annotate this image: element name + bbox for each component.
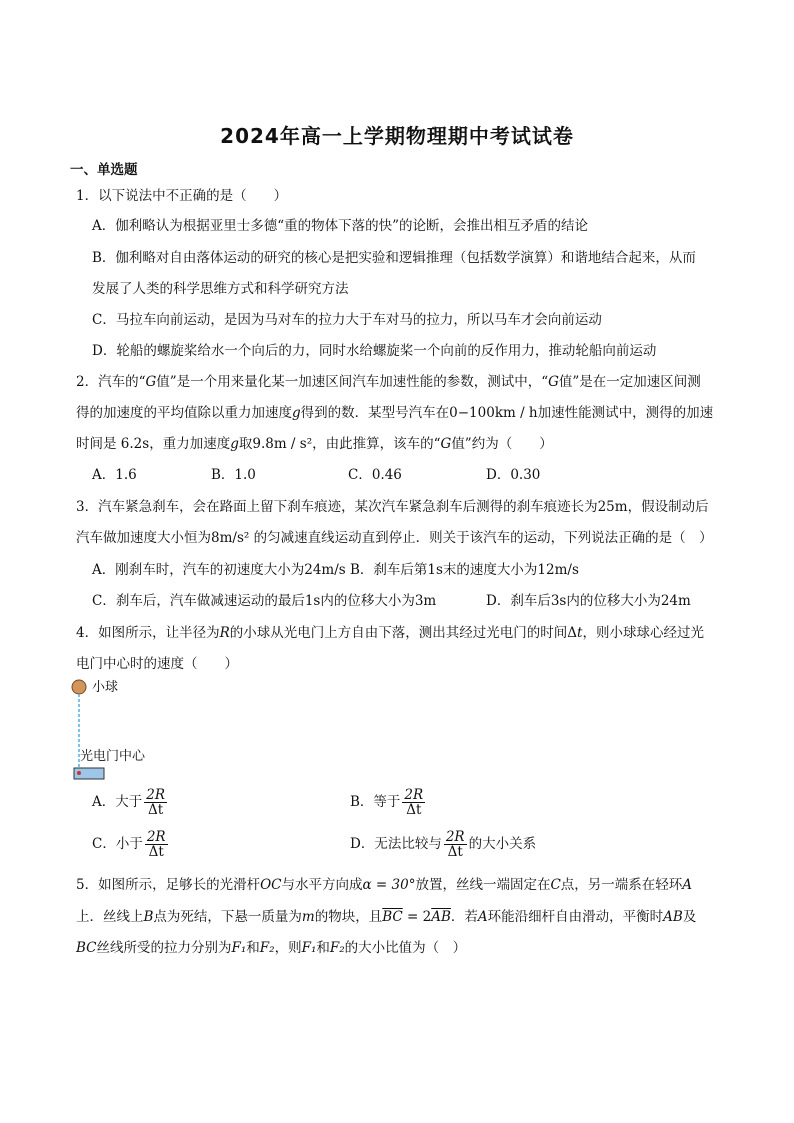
q2-line1: 2．汽车的“G值”是一个用来量化某一加速区间汽车加速性能的参数，测试中，“G值”是在一定加速区间测 [76,374,701,390]
photogate-center-dot [77,771,81,775]
q4-option-a: A．大于 $\frac{2R}{\Delta t}$ [92,787,166,818]
q3-line1: 3．汽车紧急刹车，会在路面上留下刹车痕迹，某次汽车紧急刹车后测得的刹车痕迹长为25m，假设制动后 [76,499,709,515]
q1-option-d: D．轮船的螺旋桨给水一个向后的力，同时水给螺旋桨一个向前的反作用力，推动轮船向前运动 [92,343,657,359]
q2-line3: 时间是 6.2s，重力加速度g取9.8m / s²，由此推算，该车的“G值”约为（ ） [76,436,553,452]
q3-option-c: C．刹车后，汽车做减速运动的最后1s内的位移大小为3m [92,593,437,609]
q1-option-a: A．伽利略认为根据亚里士多德“重的物体下落的快”的论断，会推出相互矛盾的结论 [92,218,589,234]
section-heading: 一、单选题 [70,162,138,178]
photogate-label: 光电门中心 [80,749,146,764]
q2-option-b: B．1.0 [211,467,256,483]
q2-option-a: A．1.6 [92,467,137,483]
q4-option-b: B．等于 $\frac{2R}{\Delta t}$ [350,787,424,818]
ball-label: 小球 [92,680,119,695]
q2-option-c: C．0.46 [348,467,402,483]
q1-option-c: C．马拉车向前运动，是因为马对车的拉力大于车对马的拉力，所以马车才会向前运动 [92,312,602,328]
q3-line2: 汽车做加速度大小恒为8m/s² 的匀减速直线运动直到停止．则关于该汽车的运动，下列说法正确的是（ ） [76,530,713,546]
q5-line3: BC丝线所受的拉力分别为F₁和F₂，则F₁和F₂的大小比值为（ ） [76,940,467,956]
q1-stem: 1．以下说法中不正确的是（ ） [76,188,288,204]
q5-line1: 5．如图所示，足够长的光滑杆OC与水平方向成α = 30°放置，丝线一端固定在C点，另一端系在轻环A [76,877,693,893]
page-title: 2024年高一上学期物理期中考试试卷 [220,124,574,148]
q2-option-d: D．0.30 [486,467,541,483]
q3-option-d: D．刹车后3s内的位移大小为24m [486,593,691,609]
q5-line2: 上．丝线上B点为死结，下悬一质量为m的物块，且$\overline{BC} = 2\overline{AB}$．若A环能沿细杆自由滑动，平衡时AB及 [76,909,697,925]
q4-option-d: D．无法比较与 $\frac{2R}{\Delta t}$ 的大小关系 [350,829,537,860]
photogate-figure [70,676,210,784]
q2-line2: 得的加速度的平均值除以重力加速度g得到的数．某型号汽车在0−100km / h加速性能测试中，测得的加速 [76,405,714,421]
q3-option-ab: A．刚刹车时，汽车的初速度大小为24m/s B．刹车后第1s末的速度大小为12m/s [92,562,579,578]
ball-shape [72,680,86,694]
q1-option-b-line1: B．伽利略对自由落体运动的研究的核心是把实验和逻辑推理（包括数学演算）和谐地结合起来，从而 [92,250,696,266]
q4-line2: 电门中心时的速度（ ） [76,656,238,672]
q4-option-c: C．小于 $\frac{2R}{\Delta t}$ [92,829,166,860]
q1-option-b-line2: 发展了人类的科学思维方式和科学研究方法 [92,281,349,297]
q4-line1: 4．如图所示，让半径为R的小球从光电门上方自由下落，测出其经过光电门的时间Δt，则小球球心经过光 [76,625,704,641]
